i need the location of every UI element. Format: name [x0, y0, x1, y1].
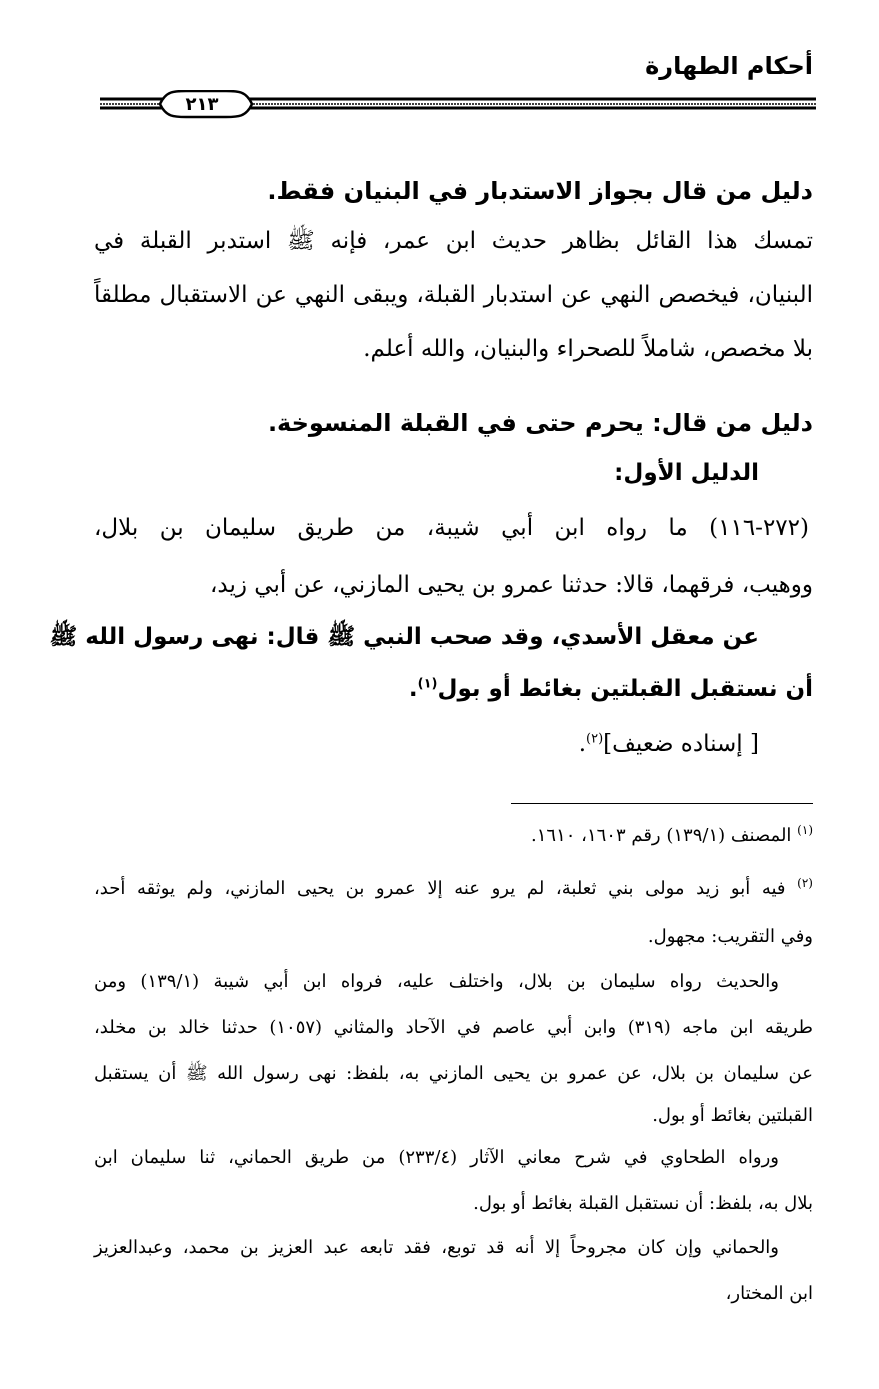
- footnote-number: (٢): [797, 876, 813, 890]
- footnote-line: والحماني وإن كان مجروحاً إلا أنه قد توبع، فقد تابعه عبد العزيز بن محمد، وعبدالعزيز: [94, 1237, 779, 1258]
- footnote-line: طريقه ابن ماجه (٣١٩) وابن أبي عاصم في الآحاد والمثاني (١٠٥٧) حدثنا خالد بن مخلد،: [94, 1017, 813, 1038]
- running-title: أحكام الطهارة: [645, 52, 813, 80]
- paragraph-line: بلا مخصص، شاملاً للصحراء والبنيان، والله أعلم.: [363, 336, 813, 362]
- paragraph-line: البنيان، فيخصص النهي عن استدبار القبلة، ويبقى النهي عن الاستقبال مطلقاً: [94, 282, 813, 308]
- grading: [ إسناده ضعيف]$^{(٢)}$.: [578, 731, 759, 757]
- section-heading-2: دليل من قال: يحرم حتى في القبلة المنسوخة.: [267, 409, 813, 437]
- hadith-chain-line: (٢٧٢-١١٦) ما رواه ابن أبي شيبة، من طريق سليمان بن بلال،: [94, 515, 809, 541]
- footnote-ref-1: (١): [417, 676, 438, 692]
- footnote-line: بلال به، بلفظ: أن نستقبل القبلة بغائط أو بول.: [473, 1193, 813, 1214]
- page-number: ٢١٣: [185, 94, 219, 115]
- footnote-separator: [511, 803, 813, 804]
- footnote-text: فيه أبو زيد مولى بني ثعلبة، لم يرو عنه إلا عمرو بن يحيى المازني، ولم يوثقه أحد،: [94, 878, 786, 899]
- footnote-ref-2: (٢): [586, 731, 604, 747]
- hadith-chain-line: ووهيب، فرقهما، قالا: حدثنا عمرو بن يحيى المازني، عن أبي زيد،: [209, 572, 813, 598]
- grading-text: [ إسناده ضعيف]: [603, 731, 759, 757]
- hadith-text-line-2: أن نستقبل القبلتين بغائط أو بول$^{(١)}$.: [408, 676, 813, 702]
- footnote-line: ابن المختار،: [725, 1283, 813, 1304]
- footnote-line: عن سليمان بن بلال، عن عمرو بن يحيى المازني به، بلفظ: نهى رسول الله ﷺ أن يستقبل: [94, 1063, 813, 1084]
- hadith-text-line: عن معقل الأسدي، وقد صحب النبي ﷺ قال: نهى رسول الله ﷺ: [49, 624, 759, 650]
- footnote-line: والحديث رواه سليمان بن بلال، واختلف عليه، فرواه ابن أبي شيبة (١٣٩/١) ومن: [94, 971, 780, 992]
- footnote-2: [94, 876, 813, 899]
- footnote-line: القبلتين بغائط أو بول.: [652, 1105, 813, 1126]
- footnote-number: (١): [797, 823, 813, 837]
- subheading: الدليل الأول:: [614, 460, 759, 486]
- paragraph-line: تمسك هذا القائل بظاهر حديث ابن عمر، فإنه ﷺ استدبر القبلة في: [94, 228, 813, 254]
- footnote-1: [531, 823, 813, 846]
- section-heading-1: دليل من قال بجواز الاستدبار في البنيان فقط.: [267, 177, 813, 205]
- footnote-text: المصنف (١٣٩/١) رقم ١٦٠٣، ١٦١٠.: [531, 825, 792, 846]
- footnote-line: ورواه الطحاوي في شرح معاني الآثار (٢٣٣/٤) من طريق الحماني، ثنا سليمان ابن: [94, 1147, 779, 1168]
- footnote-line: وفي التقريب: مجهول.: [647, 926, 813, 947]
- hadith-text: أن نستقبل القبلتين بغائط أو بول: [437, 676, 813, 702]
